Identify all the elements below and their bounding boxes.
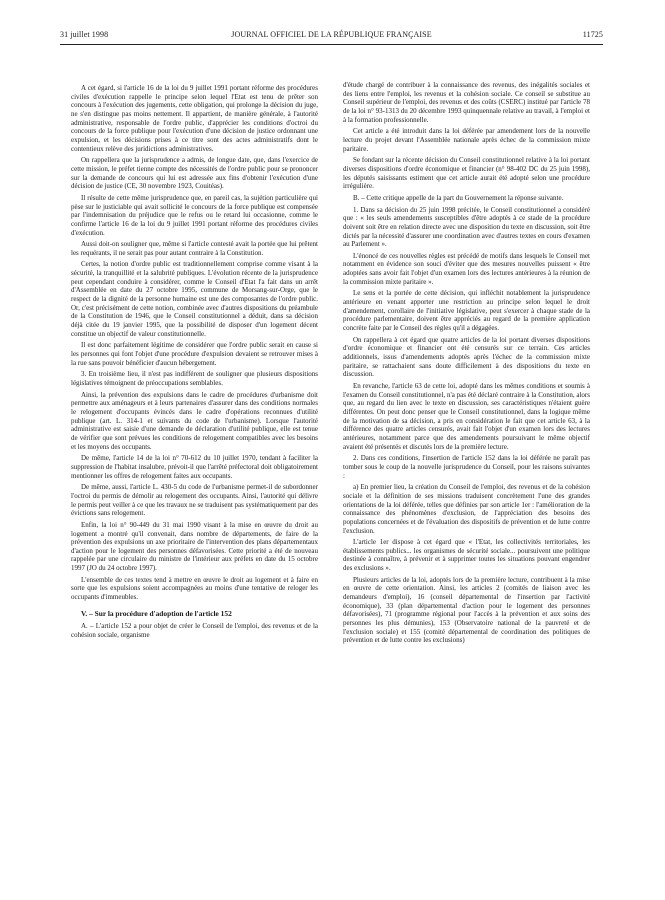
header-page-number: 11725 <box>582 30 603 39</box>
paragraph: 3. En troisième lieu, il n'est pas indifférent de souligner que plusieurs dispositions législatives témoignent de préoccupations semblables. <box>71 370 318 387</box>
header-journal-title: JOURNAL OFFICIEL DE LA RÉPUBLIQUE FRANÇAISE <box>231 30 432 39</box>
paragraph: 1. Dans sa décision du 25 juin 1998 précitée, le Conseil constitutionnel a considéré que : « les seuls amendements susceptibles d'être adoptés à ce stade de la procédure doivent soit être en relation directe avec une disposition du texte en discussion, soit être dictés par la nécessité d'assurer une coordination avec d'autres textes en cours d'examen au Parlement ». <box>343 205 590 249</box>
right-column <box>343 81 590 648</box>
header-rule <box>60 44 603 45</box>
paragraph: Se fondant sur la récente décision du Conseil constitutionnel relative à la loi portant diverses dispositions d'ordre économique et financier (n° 98-402 DC du 25 juin 1998), les députés saisissants estiment que cet article aurait été adopté selon une procédure irrégulière. <box>343 156 590 191</box>
paragraph: Il résulte de cette même jurisprudence que, en pareil cas, la sujétion particulière qui pèse sur le justiciable qui avait sollicité le concours de la force publique est compensée par l'indemnisation du préjudice que le refus ou le retard lui occasionne, comme le confirme l'article 16 de la loi du 9 juillet 1991 portant réforme des procédures civiles d'exécution. <box>71 193 318 237</box>
paragraph: 2. Dans ces conditions, l'insertion de l'article 152 dans la loi déférée ne paraît pas tomber sous le coup de la nouvelle jurisprudence du Conseil, pour les raisons suivantes : <box>343 454 590 480</box>
header-date: 31 juillet 1998 <box>60 30 109 39</box>
paragraph: Le sens et la portée de cette décision, qui infléchit notablement la jurisprudence antérieure en venant apporter une restriction au principe selon lequel le droit d'amendement, corollaire de l'initiative législative, peut s'exercer à chaque stade de la procédure parlementaire, doivent être appréciés au regard de la première application concrète faite par le Conseil des règles qu'il a dégagées. <box>343 289 590 333</box>
paragraph: B. – Cette critique appelle de la part du Gouvernement la réponse suivante. <box>353 193 564 202</box>
paragraph: Enfin, la loi n° 90-449 du 31 mai 1990 visant à la mise en œuvre du droit au logement a montré qu'il convenait, dans nombre de départements, de faire de la prévention des expulsions un axe prioritaire de l'intervention des plans départementaux d'action pour le logement des personnes défavorisées. Cette priorité a été de nouveau rappelée par une circulaire du ministre de l'intérieur aux préfets en date du 15 octobre 1997 (JO du 24 octobre 1997). <box>71 520 318 573</box>
paragraph: On rappellera à cet égard que quatre articles de la loi portant diverses dispositions d'ordre économique et financier ont été censurés sur ce terrain. Ces articles additionnels, issus d'amendements adoptés après l'échec de la commission mixte paritaire, se rattachaient sans doute difficilement à des dispositions du texte en discussion. <box>343 335 590 379</box>
paragraph: Plusieurs articles de la loi, adoptés lors de la première lecture, contribuent à la mise en œuvre de cette orientation. Ainsi, les articles 2 (comités de liaison avec les demandeurs d'emploi), 16 (conseil départemental de l'insertion par l'activité économique), 33 (plan départemental d'action pour le logement des personnes défavorisées), 71 (programme régional pour l'accès à la prévention et aux soins des personnes les plus démunies), 153 (Observatoire national de la pauvreté et de l'exclusion sociale) et 155 (comité départemental de coordination des politiques de prévention et de lutte contre les exclusions) <box>343 575 590 645</box>
paragraph: a) En premier lieu, la création du Conseil de l'emploi, des revenus et de la cohésion sociale et la définition de ses missions traduisent concrètement l'une des grandes orientations de la loi déférée, telles que définies par son article 1er : l'amélioration de la connaissance des phénomènes d'exclusion, de l'appréciation des besoins des populations concernées et de l'évaluation des dispositifs de prévention et de lutte contre l'exclusion. <box>343 483 590 535</box>
paragraph: L'article 1er dispose à cet égard que « l'Etat, les collectivités territoriales, les établissements publics... les organismes de sécurité sociale... poursuivent une politique destinée à connaître, à prévenir et à supprimer toutes les situations pouvant engendrer des exclusions ». <box>343 538 590 573</box>
left-column <box>71 84 318 643</box>
paragraph: Cet article a été introduit dans la loi déférée par amendement lors de la nouvelle lecture du projet devant l'Assemblée nationale après échec de la commission mixte paritaire. <box>343 127 590 153</box>
paragraph: Ainsi, la prévention des expulsions dans le cadre de procédures d'urbanisme doit permettre aux aménageurs et à leurs partenaires d'assurer dans des conditions normales le relogement d'occupants évincés dans le cadre d'opérations reconnues d'utilité publique (art. L. 314-1 et suivants du code de l'urbanisme). Lorsque l'autorité administrative est saisie d'une demande de déclaration d'utilité publique, elle est tenue de vérifier que sont prévues les conditions de relogement compatibles avec les besoins et les moyens des occupants. <box>71 390 318 451</box>
paragraph: A. – L'article 152 a pour objet de créer le Conseil de l'emploi, des revenus et de la cohésion sociale, organisme <box>71 622 318 640</box>
section-heading: V. – Sur la procédure d'adoption de l'article 152 <box>81 608 232 618</box>
paragraph: Il est donc parfaitement légitime de considérer que l'ordre public serait en cause si les personnes qui font l'objet d'une procédure d'expulsion devaient se retrouver mises à la rue sans pouvoir bénéficier d'aucun hébergement. <box>71 341 318 367</box>
paragraph: De même, aussi, l'article L. 430-5 du code de l'urbanisme permet-il de subordonner l'octroi du permis de démolir au relogement des occupants. Ainsi, l'autorité qui délivre le permis peut veiller à ce que les travaux ne se traduisent pas systématiquement par des évictions sans relogement. <box>71 483 318 518</box>
paragraph: A cet égard, si l'article 16 de la loi du 9 juillet 1991 portant réforme des procédures civiles d'exécution rappelle le principe selon lequel l'Etat est tenu de prêter son concours à l'exécution des jugements, cette obligation, qui prolonge la décision du juge, ne s'en distingue pas moins nettement. Il appartient, de manière générale, à l'autorité administrative, responsable de l'ordre public, d'apprécier les conditions d'octroi du concours de la force publique pour l'exécution d'une décision de justice ordonnant une expulsion, et les décisions prises à ce titre sont des actes administratifs dont le contentieux relève des juridictions administratives. <box>71 84 318 153</box>
paragraph: d'étude chargé de contribuer à la connaissance des revenus, des inégalités sociales et des liens entre l'emploi, les revenus et la cohésion sociale. Ce conseil se substitue au Conseil supérieur de l'emploi, des revenus et des coûts (CSERC) institué par l'article 78 de la loi n° 93-1313 du 20 décembre 1993 quinquennale relative au travail, à l'emploi et à la formation professionnelle. <box>343 81 590 124</box>
paragraph: De même, l'article 14 de la loi n° 70-612 du 10 juillet 1970, tendant à faciliter la suppression de l'habitat insalubre, prévoit-il que l'arrêté préfectoral doit obligatoirement mentionner les offres de relogement faites aux occupants. <box>71 454 318 480</box>
paragraph: L'ensemble de ces textes tend à mettre en œuvre le droit au logement et à faire en sorte que les expulsions soient accompagnées au moins d'une tentative de reloger les occupants d'immeubles. <box>71 575 318 602</box>
page-header <box>60 30 603 44</box>
paragraph: Certes, la notion d'ordre public est traditionnellement comprise comme visant à la sécurité, la tranquillité et la salubrité publiques. L'évolution récente de la jurisprudence peut cependant conduire à considérer, comme le Conseil d'Etat l'a fait dans un arrêt d'Assemblée en date du 27 octobre 1995, commune de Morsang-sur-Orge, que le respect de la dignité de la personne humaine est une des composantes de l'ordre public. Or, c'est précisément de cette notion, combinée avec d'autres dispositions du préambule de la Constitution de 1946, que le Conseil constitutionnel a déduit, dans sa décision déjà citée du 19 janvier 1995, que la possibilité de disposer d'un logement décent constitue un objectif de valeur constitutionnelle. <box>71 260 318 338</box>
paragraph: On rappellera que la jurisprudence a admis, de longue date, que, dans l'exercice de cette mission, le préfet tienne compte des nécessités de l'ordre public pour se prononcer sur la demande de concours qui lui est adressée aux fins d'obtenir l'exécution d'une décision de justice (CE, 30 novembre 1923, Couitéas). <box>71 156 318 191</box>
paragraph: L'énoncé de ces nouvelles règles est précédé de motifs dans lesquels le Conseil met notamment en évidence son souci d'éviter que des mesures nouvelles puissent « être adoptées sans avoir fait l'objet d'un examen lors des lectures antérieures à la réunion de la commission mixte paritaire ». <box>343 251 590 286</box>
paragraph: En revanche, l'article 63 de cette loi, adopté dans les mêmes conditions et soumis à l'examen du Conseil constitutionnel, n'a pas été déclaré contraire à la Constitution, alors que, au regard du lien avec le texte en discussion, ses caractéristiques n'étaient guère différentes. On peut donc penser que le Conseil constitutionnel, dans la logique même de la motivation de sa décision, a pris en considération le fait que cet article 63, à la différence des quatre articles censurés, avait fait l'objet d'un examen lors des lectures antérieures, notamment parce que des amendements poursuivant le même objectif avaient été présentés et discutés lors de la première lecture. <box>343 382 590 451</box>
paragraph: Aussi doit-on souligner que, même si l'article contesté avait la portée que lui prêtent les requérants, il ne serait pas pour autant contraire à la Constitution. <box>71 240 318 257</box>
